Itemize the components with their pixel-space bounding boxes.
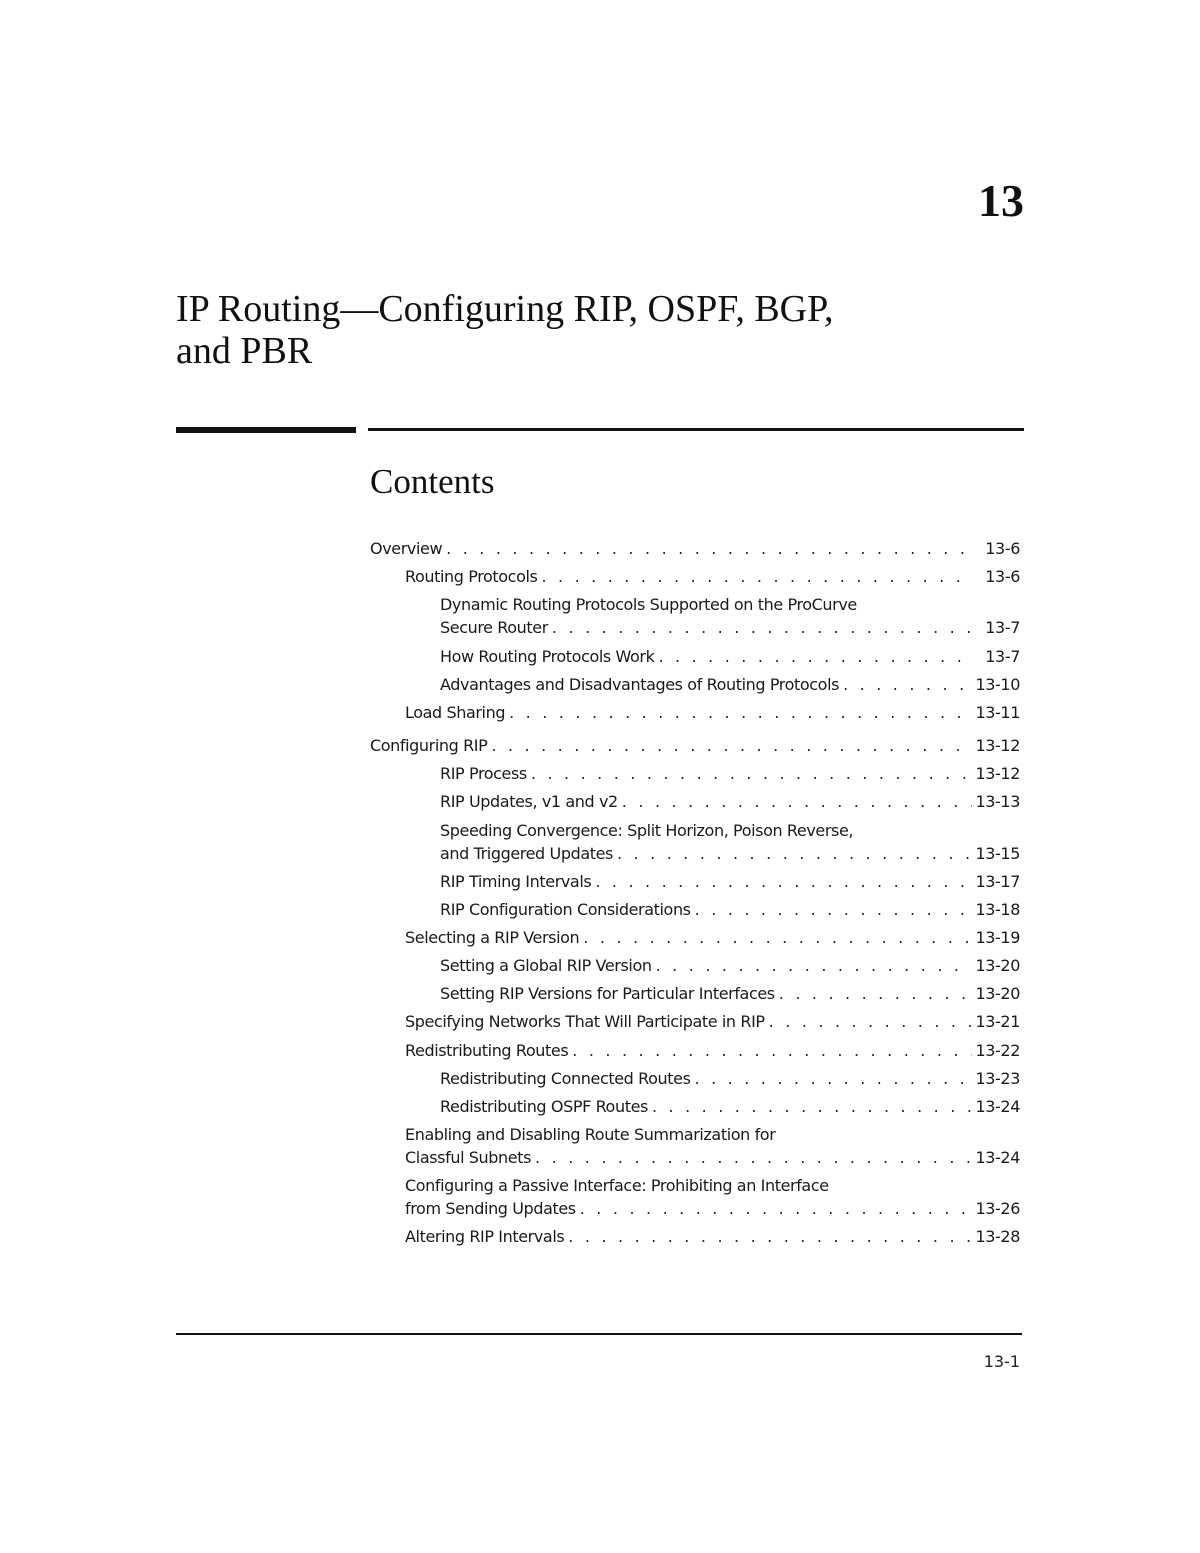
toc-entry-page: 13-23 bbox=[975, 1069, 1020, 1088]
toc-entry-page: 13-11 bbox=[975, 703, 1020, 722]
toc-entry-label-first-line: Dynamic Routing Protocols Supported on the ProCurve bbox=[440, 595, 857, 614]
toc-entry-label: Load Sharing bbox=[405, 703, 506, 722]
toc-entry[interactable] bbox=[370, 1067, 1020, 1090]
toc-entry-page: 13-19 bbox=[975, 928, 1020, 947]
toc-entry-label: Secure Router bbox=[440, 618, 548, 637]
table-of-contents bbox=[370, 537, 1020, 1248]
toc-entry-label: from Sending Updates bbox=[405, 1199, 576, 1218]
toc-entry[interactable] bbox=[370, 1225, 1020, 1248]
toc-entry-page: 13-7 bbox=[985, 647, 1020, 666]
toc-entry-page: 13-7 bbox=[985, 618, 1020, 637]
toc-entry[interactable] bbox=[370, 819, 1020, 865]
toc-entry-page: 13-6 bbox=[985, 567, 1020, 586]
toc-entry[interactable] bbox=[370, 1123, 1020, 1169]
toc-entry[interactable] bbox=[370, 673, 1020, 696]
toc-entry-label: Routing Protocols bbox=[405, 567, 538, 586]
chapter-title bbox=[176, 288, 976, 372]
toc-dot-leader bbox=[491, 734, 971, 757]
toc-entry[interactable] bbox=[370, 982, 1020, 1005]
toc-entry-label: Setting RIP Versions for Particular Interfaces bbox=[440, 984, 775, 1003]
toc-entry[interactable] bbox=[370, 898, 1020, 921]
toc-dot-leader bbox=[779, 982, 972, 1005]
toc-dot-leader bbox=[531, 762, 972, 785]
chapter-title-line-1: IP Routing—Configuring RIP, OSPF, BGP, bbox=[176, 288, 834, 330]
toc-entry[interactable] bbox=[370, 701, 1020, 724]
footer-rule bbox=[176, 1333, 1022, 1335]
toc-entry-label: Overview bbox=[370, 539, 443, 558]
toc-entry-page: 13-12 bbox=[975, 736, 1020, 755]
chapter-title-line-2: and PBR bbox=[176, 330, 313, 372]
toc-entry[interactable] bbox=[370, 1010, 1020, 1033]
footer-page-number: 13-1 bbox=[983, 1352, 1020, 1371]
toc-dot-leader bbox=[769, 1010, 972, 1033]
toc-entry-label-first-line: Configuring a Passive Interface: Prohibiting an Interface bbox=[405, 1176, 829, 1195]
toc-entry-label: RIP Timing Intervals bbox=[440, 872, 592, 891]
toc-entry-page: 13-20 bbox=[975, 956, 1020, 975]
toc-entry-label-first-line: Speeding Convergence: Split Horizon, Poison Reverse, bbox=[440, 821, 854, 840]
toc-entry-page: 13-10 bbox=[975, 675, 1020, 694]
toc-entry-label: Redistributing OSPF Routes bbox=[440, 1097, 648, 1116]
toc-entry-page: 13-22 bbox=[975, 1041, 1020, 1060]
toc-entry-page: 13-20 bbox=[975, 984, 1020, 1003]
toc-entry[interactable] bbox=[370, 734, 1020, 757]
toc-entry-page: 13-12 bbox=[975, 764, 1020, 783]
toc-entry-page: 13-15 bbox=[975, 844, 1020, 863]
toc-entry[interactable] bbox=[370, 790, 1020, 813]
toc-entry-page: 13-13 bbox=[975, 792, 1020, 811]
chapter-number: 13 bbox=[978, 175, 1024, 226]
toc-entry-page: 13-18 bbox=[975, 900, 1020, 919]
toc-dot-leader bbox=[552, 616, 972, 639]
toc-entry-label-first-line: Enabling and Disabling Route Summarization for bbox=[405, 1125, 776, 1144]
toc-dot-leader bbox=[843, 673, 971, 696]
toc-dot-leader bbox=[535, 1146, 971, 1169]
toc-entry-page: 13-26 bbox=[975, 1199, 1020, 1218]
toc-entry-label: Redistributing Connected Routes bbox=[440, 1069, 691, 1088]
toc-entry-label: Specifying Networks That Will Participate in RIP bbox=[405, 1012, 765, 1031]
toc-entry-page: 13-24 bbox=[975, 1148, 1020, 1167]
toc-dot-leader bbox=[656, 954, 972, 977]
contents-heading: Contents bbox=[370, 462, 495, 501]
toc-entry-label: Redistributing Routes bbox=[405, 1041, 569, 1060]
toc-entry[interactable] bbox=[370, 926, 1020, 949]
toc-entry[interactable] bbox=[370, 1174, 1020, 1220]
toc-entry[interactable] bbox=[370, 645, 1020, 668]
toc-entry[interactable] bbox=[370, 1095, 1020, 1118]
toc-entry[interactable] bbox=[370, 565, 1020, 588]
toc-dot-leader bbox=[509, 701, 971, 724]
toc-entry-page: 13-17 bbox=[975, 872, 1020, 891]
toc-entry-label: Setting a Global RIP Version bbox=[440, 956, 652, 975]
toc-entry[interactable] bbox=[370, 1039, 1020, 1062]
toc-dot-leader bbox=[446, 537, 972, 560]
toc-entry-label: and Triggered Updates bbox=[440, 844, 613, 863]
toc-dot-leader bbox=[652, 1095, 972, 1118]
toc-dot-leader bbox=[658, 645, 972, 668]
toc-entry[interactable] bbox=[370, 593, 1020, 639]
toc-dot-leader bbox=[695, 898, 972, 921]
toc-dot-leader bbox=[541, 565, 972, 588]
toc-dot-leader bbox=[595, 870, 971, 893]
toc-entry[interactable] bbox=[370, 954, 1020, 977]
toc-dot-leader bbox=[583, 926, 971, 949]
toc-entry-label: Configuring RIP bbox=[370, 736, 488, 755]
toc-entry[interactable] bbox=[370, 870, 1020, 893]
toc-entry-page: 13-28 bbox=[975, 1227, 1020, 1246]
heading-rule-thick bbox=[176, 427, 356, 433]
toc-entry-page: 13-21 bbox=[975, 1012, 1020, 1031]
toc-dot-leader bbox=[572, 1039, 971, 1062]
toc-entry-label: How Routing Protocols Work bbox=[440, 647, 655, 666]
toc-entry-page: 13-24 bbox=[975, 1097, 1020, 1116]
toc-entry-label: Altering RIP Intervals bbox=[405, 1227, 565, 1246]
toc-dot-leader bbox=[580, 1197, 972, 1220]
toc-entry-label: Classful Subnets bbox=[405, 1148, 532, 1167]
toc-dot-leader bbox=[617, 842, 972, 865]
toc-dot-leader bbox=[622, 790, 972, 813]
toc-entry-label: RIP Updates, v1 and v2 bbox=[440, 792, 618, 811]
toc-entry-label: Selecting a RIP Version bbox=[405, 928, 580, 947]
toc-entry-label: RIP Process bbox=[440, 764, 527, 783]
toc-entry[interactable] bbox=[370, 537, 1020, 560]
toc-entry-label: Advantages and Disadvantages of Routing Protocols bbox=[440, 675, 840, 694]
toc-entry-page: 13-6 bbox=[985, 539, 1020, 558]
toc-entry-label: RIP Configuration Considerations bbox=[440, 900, 691, 919]
heading-rule-thin bbox=[368, 428, 1024, 431]
toc-dot-leader bbox=[568, 1225, 971, 1248]
toc-entry[interactable] bbox=[370, 762, 1020, 785]
toc-dot-leader bbox=[695, 1067, 972, 1090]
